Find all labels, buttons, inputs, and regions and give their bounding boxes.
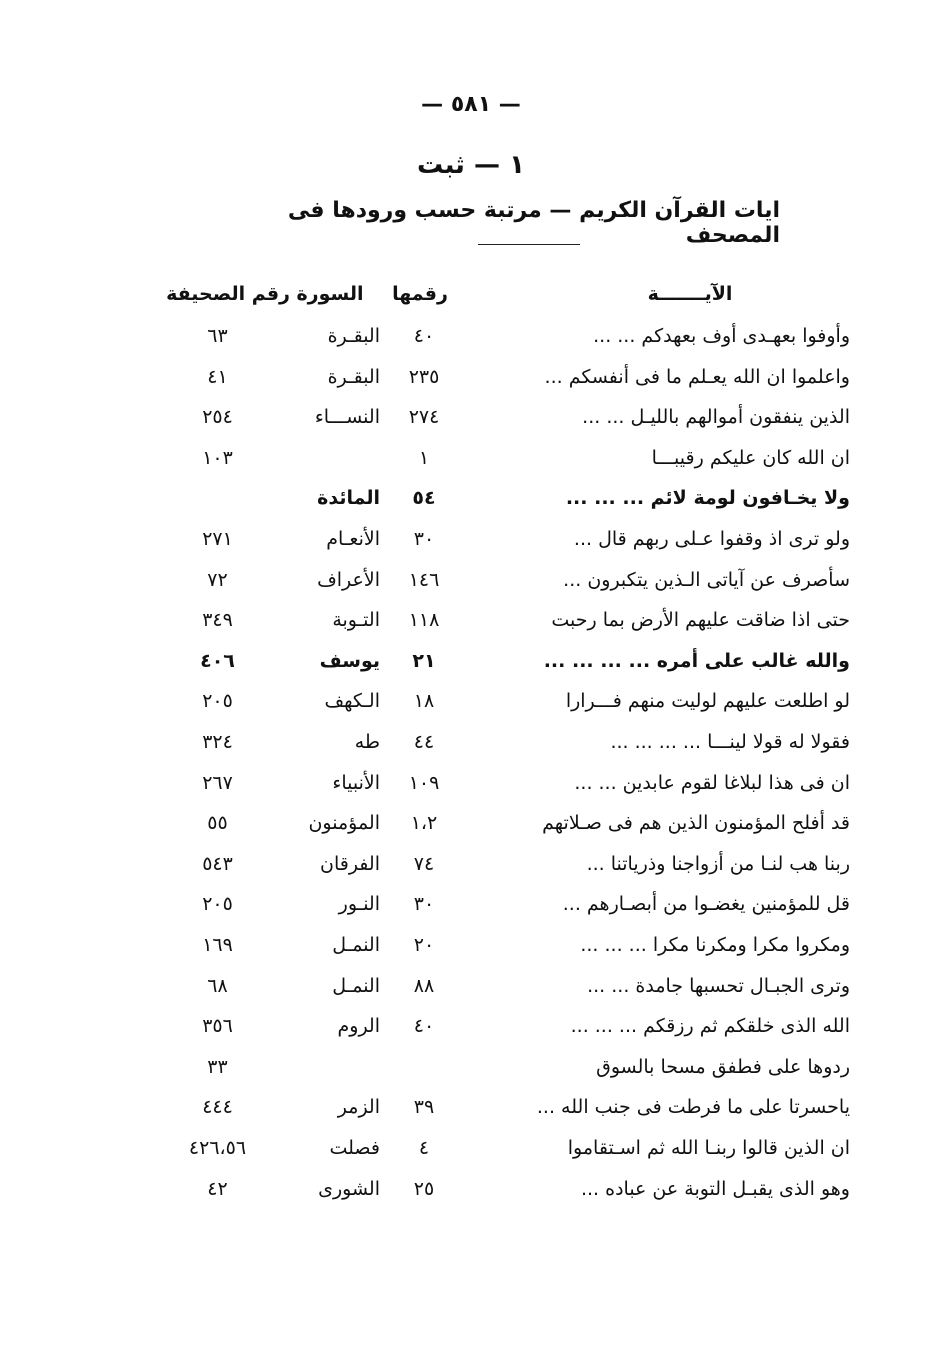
verse-cell: لو اطلعت عليهم لوليت منهم فـــرارا xyxy=(565,690,850,713)
table-row xyxy=(0,357,942,397)
verse-cell: ياحسرتا على ما فرطت فى جنب الله ... xyxy=(536,1096,850,1119)
table-row xyxy=(0,1128,942,1168)
page-cell: ٢٠٥ xyxy=(202,690,233,713)
verse-cell: الذين ينفقون أموالهم بالليـل ... ... xyxy=(582,406,850,429)
verse-number-cell: ١٨ xyxy=(413,690,435,713)
page-number: — ٥٨١ — xyxy=(421,92,521,117)
table-row xyxy=(0,519,942,559)
page-cell: ٦٨ xyxy=(207,974,228,997)
surah-cell: الروم xyxy=(337,1015,380,1038)
surah-cell: البقـرة xyxy=(327,325,380,347)
surah-cell: طه xyxy=(354,731,380,753)
surah-cell xyxy=(270,1047,380,1087)
verse-number-cell: ٥٤ xyxy=(412,487,436,510)
header-verse: الآيـــــــة xyxy=(647,283,733,305)
verse-cell: ربنا هب لنـا من أزواجنا وذرياتنا ... xyxy=(586,852,850,875)
verse-number-cell: ٨٨ xyxy=(413,974,435,997)
table-row xyxy=(0,641,942,681)
table-row xyxy=(0,478,942,518)
verse-cell: سأصرف عن آياتى الـذين يتكبرون ... xyxy=(563,568,850,591)
verse-number-cell: ١٠٩ xyxy=(408,771,440,794)
table-row xyxy=(0,600,942,640)
surah-cell xyxy=(270,438,380,478)
page-cell: ٥٤٣ xyxy=(202,852,233,875)
surah-cell: الأعراف xyxy=(317,568,380,591)
page-cell: ٣٥٦ xyxy=(202,1015,233,1038)
table-row xyxy=(0,1169,942,1209)
table-row xyxy=(0,1087,942,1127)
header-page: رقم الصحيفة xyxy=(166,283,290,305)
surah-cell: الأنبياء xyxy=(332,771,380,794)
page-title: ايات القرآن الكريم — مرتبة حسب ورودها فى المصحف xyxy=(287,198,780,248)
page-cell: ٣٤٩ xyxy=(202,609,233,632)
page-cell: ١٦٩ xyxy=(202,934,233,956)
page-cell: ٤٢ xyxy=(207,1177,228,1200)
verse-cell: ولو ترى اذ وقفوا عـلى ربهم قال ... xyxy=(573,528,850,550)
page-cell: ٥٥ xyxy=(207,812,228,835)
verse-number-cell xyxy=(388,1047,460,1087)
table-row xyxy=(0,1047,942,1087)
page-cell: ٢٠٥ xyxy=(202,893,233,916)
verse-cell: ان الله كان عليكم رقيبـــا xyxy=(651,446,850,469)
table-row xyxy=(0,722,942,762)
verse-number-cell: ٢٥ xyxy=(413,1177,435,1200)
page-cell: ٣٢٤ xyxy=(202,731,233,753)
verse-cell: وترى الجبـال تحسبها جامدة ... ... xyxy=(587,974,850,997)
verse-number-cell: ٢٠ xyxy=(413,934,435,956)
verse-number-cell: ٤٤ xyxy=(413,731,435,753)
page-cell xyxy=(170,478,265,518)
page-cell: ٣٣ xyxy=(207,1055,228,1078)
verse-number-cell: ٢٣٥ xyxy=(408,365,440,388)
surah-cell: البقـرة xyxy=(327,365,380,388)
surah-cell: النمـل xyxy=(332,934,380,956)
surah-cell: الشورى xyxy=(318,1177,380,1200)
verse-number-cell: ١٤٦ xyxy=(408,568,440,591)
verse-number-cell: ٣٠ xyxy=(413,528,435,550)
verse-cell: قل للمؤمنين يغضـوا من أبصـارهم ... xyxy=(562,893,850,916)
table-row xyxy=(0,438,942,478)
header-number: رقمها xyxy=(392,283,448,305)
verse-cell: وأوفوا بعهـدى أوف بعهدكم ... ... xyxy=(593,325,850,347)
section-label: ١ — ثبت xyxy=(417,150,525,180)
surah-cell: فصلت xyxy=(329,1137,380,1159)
table-row xyxy=(0,763,942,803)
verse-number-cell: ٢٧٤ xyxy=(408,406,440,429)
verse-number-cell: ١ xyxy=(418,446,430,469)
table-row xyxy=(0,1006,942,1046)
verse-cell: قد أفلح المؤمنون الذين هم فى صـلاتهم xyxy=(542,812,850,835)
surah-cell: الـكهف xyxy=(324,690,380,713)
verse-number-cell: ١،٢ xyxy=(410,812,438,835)
surah-cell: النمـل xyxy=(332,974,380,997)
verse-cell: ان فى هذا لبلاغا لقوم عابدين ... ... xyxy=(574,771,850,794)
surah-cell: التـوبة xyxy=(332,609,380,632)
page-cell: ٦٣ xyxy=(207,325,228,347)
table-row xyxy=(0,966,942,1006)
table-row xyxy=(0,397,942,437)
page-cell: ٤٠٦ xyxy=(200,649,235,672)
verse-cell: والله غالب على أمره ... ... ... ... xyxy=(543,649,850,672)
verse-number-cell: ٤٠ xyxy=(413,325,435,347)
verse-cell: حتى اذا ضاقت عليهم الأرض بما رحبت xyxy=(551,609,850,632)
surah-cell: الزمر xyxy=(337,1096,380,1119)
table-header xyxy=(0,274,942,314)
surah-cell: النســـاء xyxy=(314,406,380,429)
verse-number-cell: ٢١ xyxy=(412,649,436,672)
page-cell: ٧٢ xyxy=(207,568,228,591)
verse-number-cell: ١١٨ xyxy=(408,609,440,632)
surah-cell: الأنعـام xyxy=(326,528,380,550)
table-row xyxy=(0,844,942,884)
page-cell: ٢٥٤ xyxy=(202,406,233,429)
page-cell: ١٠٣ xyxy=(202,446,233,469)
table-row xyxy=(0,560,942,600)
page-cell: ٤٤٤ xyxy=(202,1096,233,1119)
page-cell: ٤١ xyxy=(207,365,228,388)
verse-number-cell: ٤٠ xyxy=(413,1015,435,1038)
table-row xyxy=(0,925,942,965)
surah-cell: المؤمنون xyxy=(308,812,380,835)
verse-cell: ومكروا مكرا ومكرنا مكرا ... ... ... xyxy=(580,934,850,956)
page-cell: ٢٧١ xyxy=(202,528,233,550)
table-row xyxy=(0,681,942,721)
surah-cell: المائدة xyxy=(317,487,380,510)
verse-cell: واعلموا ان الله يعـلم ما فى أنفسكم ... xyxy=(544,365,850,388)
verse-cell: فقولا له قولا لينـــا ... ... ... ... xyxy=(610,731,850,753)
title-underline xyxy=(478,244,580,245)
verse-number-cell: ٣٩ xyxy=(413,1096,435,1119)
page-cell: ٤٢٦،٥٦ xyxy=(188,1137,247,1159)
header-surah: السورة xyxy=(296,283,364,305)
table-row xyxy=(0,803,942,843)
surah-cell: النـور xyxy=(338,893,380,916)
page-cell: ٢٦٧ xyxy=(202,771,233,794)
table-row xyxy=(0,884,942,924)
table-row xyxy=(0,316,942,356)
verse-cell: وهو الذى يقبـل التوبة عن عباده ... xyxy=(580,1177,850,1200)
verse-number-cell: ٣٠ xyxy=(413,893,435,916)
surah-cell: يوسف xyxy=(319,649,380,672)
verse-cell: ان الذين قالوا ربنـا الله ثم اسـتقاموا xyxy=(567,1137,850,1159)
verse-number-cell: ٧٤ xyxy=(413,852,435,875)
verse-cell: ولا يخـافون لومة لائم ... ... ... xyxy=(565,487,850,510)
verse-number-cell: ٤ xyxy=(418,1137,430,1159)
verse-cell: ردوها على فطفق مسحا بالسوق xyxy=(596,1055,850,1078)
surah-cell: الفرقان xyxy=(320,852,380,875)
verse-cell: الله الذى خلقكم ثم رزقكم ... ... ... xyxy=(570,1015,850,1038)
